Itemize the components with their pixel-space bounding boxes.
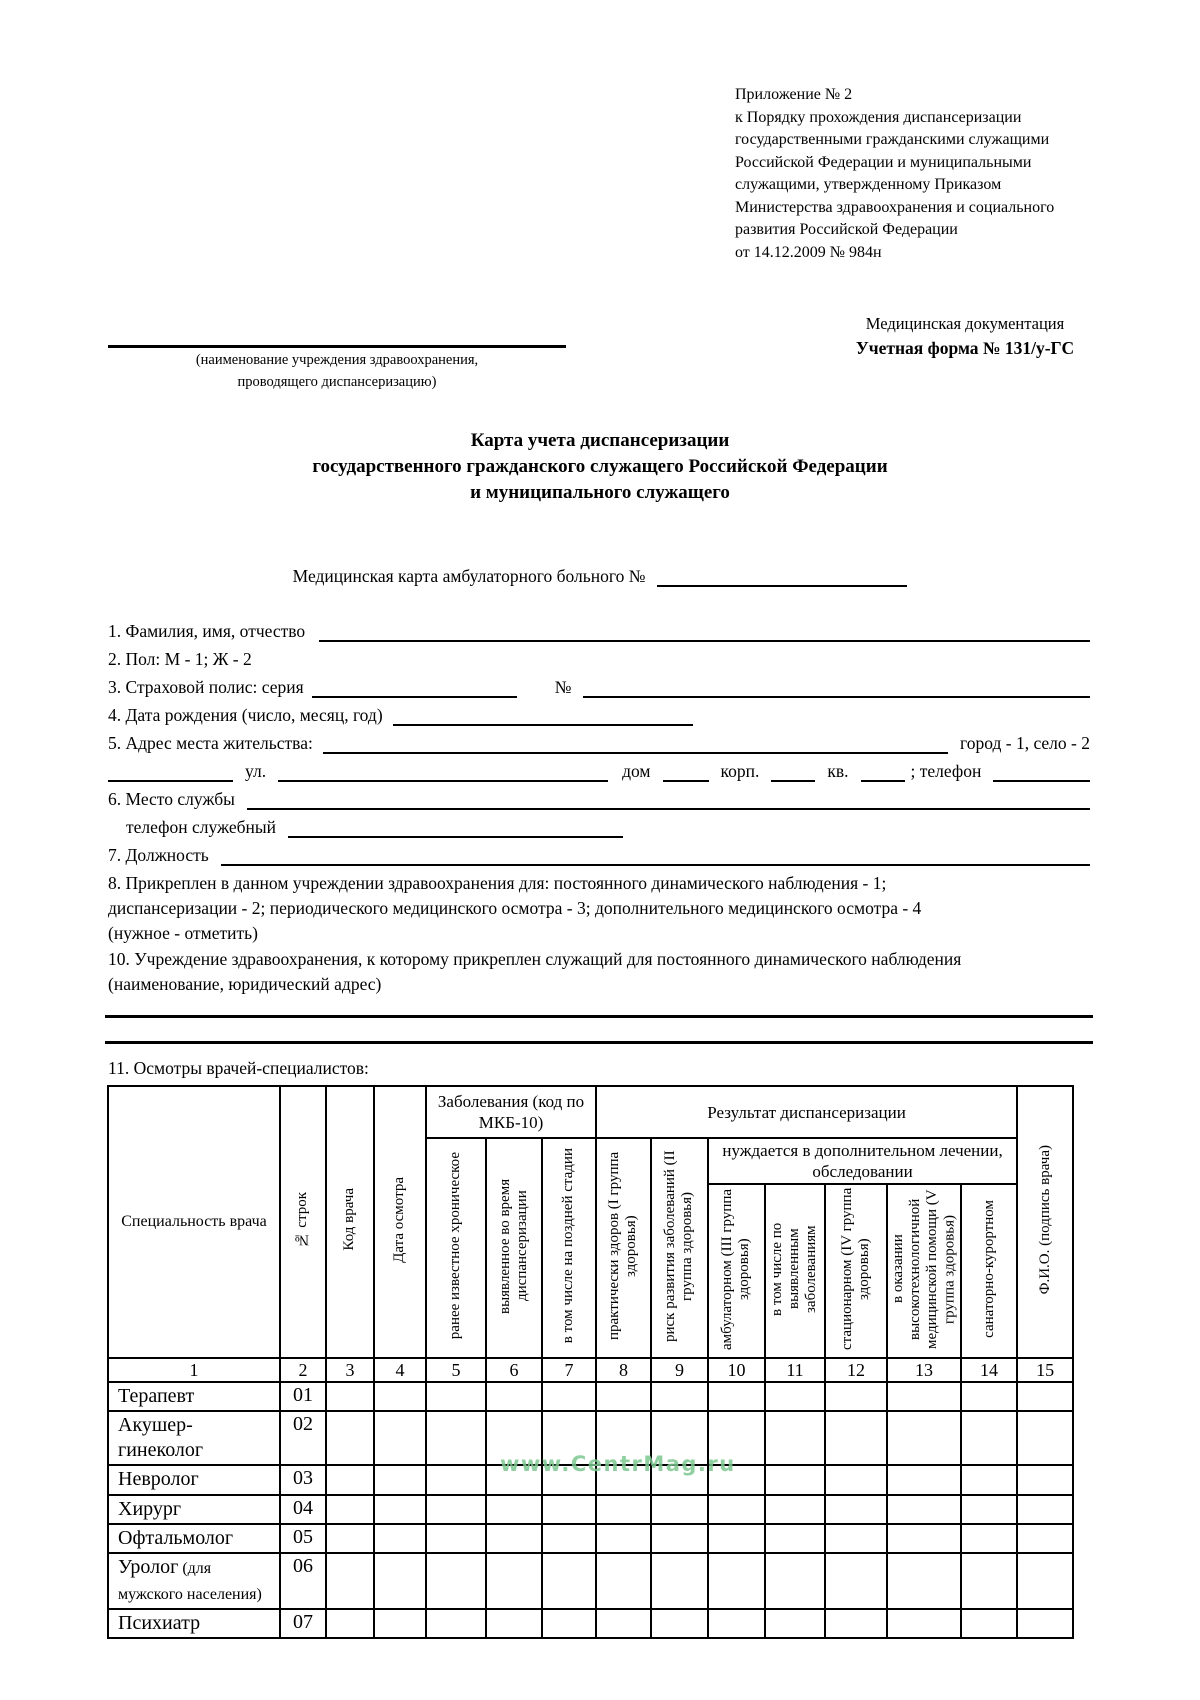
form-number: Учетная форма № 131/у-ГС [855,338,1075,358]
watermark: www.CentrMag.ru [500,1452,736,1476]
empty-cell [887,1609,961,1638]
empty-cell [596,1609,651,1638]
empty-cell [825,1382,887,1411]
blank-rule-line [105,1015,1093,1018]
line-number-cell: 03 [280,1465,326,1495]
attachment-line: (нужное - отметить) [108,923,258,943]
blank-rule-line [105,1041,1093,1044]
empty-cell [765,1495,825,1524]
column-number-cell: 6 [486,1358,542,1382]
empty-cell [765,1382,825,1411]
specialty-cell: Офтальмолог [108,1524,280,1553]
line-number-cell: 01 [280,1382,326,1411]
empty-cell [486,1495,542,1524]
empty-cell [825,1524,887,1553]
empty-cell [887,1524,961,1553]
appendix-block [735,84,1105,264]
attachment-line: диспансеризации - 2; периодического медицинского осмотра - 3; дополнительного медицинского осмотра - 4 [108,898,922,918]
building-blank [771,762,815,782]
empty-cell [961,1553,1017,1609]
empty-cell [1017,1524,1073,1553]
empty-cell [1017,1411,1073,1465]
empty-cell [596,1553,651,1609]
empty-cell [651,1524,708,1553]
column-number-cell: 15 [1017,1358,1073,1382]
city-village-label: город - 1, село - 2 [959,733,1090,753]
apartment-blank [861,762,905,782]
empty-cell [765,1465,825,1495]
card-number-label: Медицинская карта амбулаторного больного № [292,566,646,586]
field-address-details [108,759,1090,782]
empty-cell [326,1382,374,1411]
phone-label: ; телефон [910,761,982,781]
field-fio [108,619,1090,642]
col-risk-group2-header: риск развития заболеваний (II группа здоровья) [651,1138,708,1358]
column-number-cell: 10 [708,1358,765,1382]
column-number-row [108,1358,1073,1382]
empty-cell [426,1465,486,1495]
empty-cell [374,1465,426,1495]
org-name-caption: проводящего диспансеризацию) [237,374,437,390]
field-attachment-purpose [108,871,1098,946]
column-number-cell: 11 [765,1358,825,1382]
appendix-line: Российской Федерации и муниципальными [735,153,1032,171]
col-specialty-header: Специальность врача [108,1086,280,1358]
empty-cell [1017,1495,1073,1524]
empty-cell [765,1411,825,1465]
column-number-cell: 8 [596,1358,651,1382]
col-late-stage-header: в том числе на поздней стадии [542,1138,596,1358]
empty-cell [765,1524,825,1553]
empty-cell [825,1465,887,1495]
field-work-phone-label: телефон служебный [126,817,276,837]
empty-cell [887,1465,961,1495]
policy-series-blank [312,678,517,698]
empty-cell [1017,1382,1073,1411]
empty-cell [887,1411,961,1465]
empty-cell [887,1495,961,1524]
empty-cell [486,1553,542,1609]
empty-cell [426,1495,486,1524]
empty-cell [708,1609,765,1638]
building-label: корп. [720,761,760,781]
field-address [108,731,1090,754]
col-outpatient-group3-header: амбулаторном (III группа здоровья) [708,1184,765,1358]
empty-cell [486,1382,542,1411]
house-blank [663,762,709,782]
empty-cell [708,1382,765,1411]
field-policy [108,675,1090,698]
col-sanatorium-header: санаторно-курортном [961,1184,1017,1358]
appendix-line: от 14.12.2009 № 984н [735,243,882,261]
column-number-cell: 2 [280,1358,326,1382]
column-number-cell: 1 [108,1358,280,1382]
institution-line: (наименование, юридический адрес) [108,974,382,994]
institution-line: 10. Учреждение здравоохранения, к которому прикреплен служащий для постоянного динамического наблюдения [108,949,962,969]
empty-cell [887,1553,961,1609]
title-line: государственного гражданского служащего Российской Федерации [312,456,888,477]
med-doc-label: Медицинская документация [865,314,1065,333]
empty-cell [486,1609,542,1638]
empty-cell [651,1495,708,1524]
empty-cell [374,1553,426,1609]
empty-cell [961,1609,1017,1638]
appendix-line: служащими, утвержденному Приказом [735,176,1002,193]
empty-cell [326,1495,374,1524]
empty-cell [596,1495,651,1524]
empty-cell [326,1411,374,1465]
specialty-cell: Уролог (для мужского населения) [108,1553,280,1609]
empty-cell [426,1382,486,1411]
field-address-label: 5. Адрес места жительства: [108,733,313,753]
empty-cell [374,1524,426,1553]
empty-cell [542,1609,596,1638]
section11-title: 11. Осмотры врачей-специалистов: [108,1058,369,1078]
empty-cell [961,1495,1017,1524]
empty-cell [542,1553,596,1609]
empty-cell [374,1411,426,1465]
empty-cell [426,1411,486,1465]
empty-cell [765,1609,825,1638]
doc-form-block [830,314,1100,359]
appendix-line: Министерства здравоохранения и социального [735,198,1055,216]
street-label: ул. [245,761,267,781]
empty-cell [825,1553,887,1609]
specialty-cell: Терапевт [108,1382,280,1411]
address-extra-blank [108,762,233,782]
specialty-cell: Психиатр [108,1609,280,1638]
column-number-cell: 12 [825,1358,887,1382]
column-number-cell: 9 [651,1358,708,1382]
field-fio-label: 1. Фамилия, имя, отчество [108,621,306,641]
empty-cell [326,1609,374,1638]
empty-cell [374,1609,426,1638]
empty-cell [765,1553,825,1609]
empty-cell [596,1524,651,1553]
column-number-cell: 4 [374,1358,426,1382]
line-number-cell: 07 [280,1609,326,1638]
col-known-chronic-header: ранее известное хроническое [426,1138,486,1358]
empty-cell [1017,1465,1073,1495]
line-number-cell: 06 [280,1553,326,1609]
specialist-exams-table [107,1085,1074,1639]
field-sex-label: 2. Пол: М - 1; Ж - 2 [108,649,252,669]
appendix-line: к Порядку прохождения диспансеризации [735,108,1022,126]
card-number-blank [657,567,907,587]
field-attached-institution [108,947,1098,997]
empty-cell [1017,1553,1073,1609]
field-position-label: 7. Должность [108,845,209,865]
line-number-cell: 05 [280,1524,326,1553]
group-needs-treatment-header: нуждается в дополнительном лечении, обследовании [708,1138,1017,1184]
empty-cell [961,1382,1017,1411]
empty-cell [708,1495,765,1524]
field-birthdate [108,703,1090,726]
col-doctor-code-header: Код врача [326,1086,374,1358]
specialty-cell: Акушер-гинеколог [108,1411,280,1465]
specialty-cell: Хирург [108,1495,280,1524]
table-row [108,1609,1073,1638]
card-number-line [0,566,1200,587]
page-title [0,428,1200,506]
empty-cell [651,1609,708,1638]
table-row [108,1524,1073,1553]
org-name-caption: (наименование учреждения здравоохранения, [195,352,479,368]
col-hightech-care-group5-header: в оказании высокотехнологичной медицинской помощи (V группа здоровья) [887,1184,961,1358]
empty-cell [374,1495,426,1524]
empty-cell [542,1524,596,1553]
empty-cell [326,1524,374,1553]
field-sex [108,647,1090,670]
specialty-cell: Невролог [108,1465,280,1495]
field-position [108,843,1090,866]
empty-cell [426,1609,486,1638]
empty-cell [486,1524,542,1553]
house-label: дом [622,761,651,781]
phone-blank [993,762,1090,782]
street-blank [278,762,608,782]
appendix-line: Приложение № 2 [735,86,853,103]
column-number-cell: 13 [887,1358,961,1382]
empty-cell [825,1609,887,1638]
empty-cell [542,1382,596,1411]
line-number-cell: 04 [280,1495,326,1524]
empty-cell [825,1495,887,1524]
workplace-blank [247,790,1090,810]
column-number-cell: 5 [426,1358,486,1382]
field-workplace [108,787,1090,810]
empty-cell [961,1524,1017,1553]
empty-cell [651,1553,708,1609]
col-inpatient-group4-header: стационарном (IV группа здоровья) [825,1184,887,1358]
specialist-table-body [108,1358,1073,1638]
policy-number-sign: № [554,677,572,697]
column-number-cell: 7 [542,1358,596,1382]
empty-cell [374,1382,426,1411]
appendix-line: развития Российской Федерации [735,221,958,238]
empty-cell [426,1553,486,1609]
col-exam-date-header: Дата осмотра [374,1086,426,1358]
empty-cell [961,1411,1017,1465]
col-healthy-group1-header: практически здоров (I группа здоровья) [596,1138,651,1358]
table-row [108,1553,1073,1609]
empty-cell [326,1553,374,1609]
field-work-phone [108,815,1090,838]
fio-blank [319,622,1090,642]
empty-cell [708,1524,765,1553]
table-row [108,1382,1073,1411]
empty-cell [426,1524,486,1553]
column-number-cell: 14 [961,1358,1017,1382]
group-result-header: Результат диспансеризации [596,1086,1017,1138]
apartment-label: кв. [827,761,849,781]
title-line: и муниципального служащего [470,482,730,503]
org-name-blank-line [108,345,566,348]
field-policy-label: 3. Страховой полис: серия [108,677,304,697]
table-row [108,1495,1073,1524]
group-diseases-header: Заболевания (код по МКБ-10) [426,1086,596,1138]
empty-cell [961,1465,1017,1495]
empty-cell [887,1382,961,1411]
empty-cell [651,1382,708,1411]
empty-cell [542,1495,596,1524]
col-doctor-signature-header: Ф.И.О. (подпись врача) [1017,1086,1073,1358]
title-line: Карта учета диспансеризации [470,430,730,451]
address-blank [323,734,948,754]
empty-cell [596,1382,651,1411]
empty-cell [1017,1609,1073,1638]
position-blank [221,846,1090,866]
policy-number-blank [583,678,1090,698]
work-phone-blank [288,818,623,838]
column-number-cell: 3 [326,1358,374,1382]
appendix-line: государственными гражданскими служащими [735,131,1050,148]
line-number-cell: 02 [280,1411,326,1465]
attachment-line: 8. Прикреплен в данном учреждении здравоохранения для: постоянного динамического наблюдения - 1; [108,873,887,893]
birthdate-blank [393,706,693,726]
col-line-number-header: № строк [280,1086,326,1358]
field-birthdate-label: 4. Дата рождения (число, месяц, год) [108,705,383,725]
col-incl-detected-diseases-header: в том числе по выявленным заболеваниям [765,1184,825,1358]
empty-cell [825,1411,887,1465]
field-workplace-label: 6. Место службы [108,789,235,809]
empty-cell [326,1465,374,1495]
empty-cell [708,1553,765,1609]
col-detected-during-header: выявленное во время диспансеризации [486,1138,542,1358]
